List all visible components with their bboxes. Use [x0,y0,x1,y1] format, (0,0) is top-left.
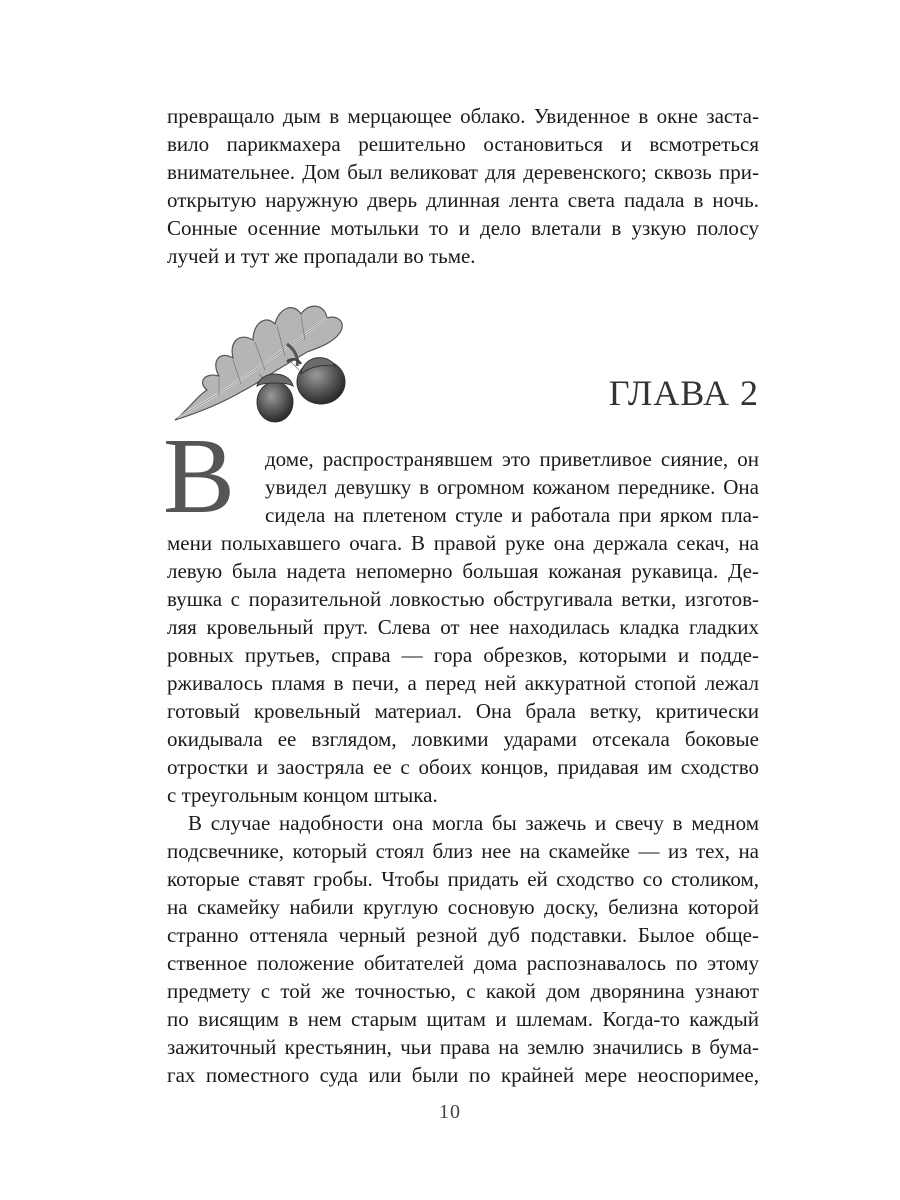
body-text-line: открытую наружную дверь длинная лента света падала в ночь. [167,188,759,212]
body-text-line: вушка с поразительной ловкостью обстругивала ветки, изготов- [167,587,759,611]
body-text-line: мени полыхавшего очага. В правой руке она держала секач, на [167,531,759,555]
body-text-line: которые ставят гробы. Чтобы придать ей сходство со столиком, [167,867,759,891]
body-text-line: по висящим в нем старым щитам и шлемам. Когда-то каждый [167,1007,759,1031]
body-text-line: внимательнее. Дом был великоват для деревенского; сквозь при- [167,160,759,184]
body-text-line: предмету с той же точностью, с какой дом дворянина узнают [167,979,759,1003]
body-text-line: доме, распространявшем это приветливое сияние, он [265,447,759,471]
body-text-line: подсвечнике, который стоял близ нее на скамейке — из тех, на [167,839,759,863]
oak-leaf-acorns-illustration [167,278,382,426]
body-text-line: вило парикмахера решительно остановиться и всмотреться [167,132,759,156]
body-text-line: лучей и тут же пропадали во тьме. [167,244,476,268]
chapter-title: ГЛАВА 2 [608,373,759,413]
body-text-line: готовый кровельный материал. Она брала ветку, критически [167,699,759,723]
page-number: 10 [439,1101,461,1123]
body-text-line: рживалось пламя в печи, а перед ней аккуратной стопой лежал [167,671,759,695]
body-text-line: ровных прутьев, справа — гора обрезков, которыми и подде- [167,643,759,667]
body-text-line: ственное положение обитателей дома распознавалось по этому [167,951,759,975]
body-text-line: гах поместного суда или были по крайней мере неоспоримее, [167,1063,759,1087]
body-text-line: ляя кровельный прут. Слева от нее находилась кладка гладких [167,615,759,639]
body-text-line: окидывала ее взглядом, ловкими ударами отсекала боковые [167,727,759,751]
body-text-line: сидела на плетеном стуле и работала при ярком пла- [265,503,759,527]
body-text-line: на скамейку набили круглую сосновую доску, белизна которой [167,895,759,919]
body-text-line: увидел девушку в огромном кожаном переднике. Она [265,475,759,499]
body-text-line: отростки и заостряла ее с обоих концов, придавая им сходство [167,755,759,779]
drop-cap: В [163,417,236,536]
body-text-line: Сонные осенние мотыльки то и дело влетали в узкую полосу [167,216,759,240]
body-text-line: левую была надета непомерно большая кожаная рукавица. Де- [167,559,759,583]
body-text-line: зажиточный крестьянин, чьи права на землю значились в бума- [167,1035,759,1059]
body-text-line: превращало дым в мерцающее облако. Увиденное в окне заста- [167,104,759,128]
body-text-line: с треугольным концом штыка. [167,783,438,807]
body-text-line: В случае надобности она могла бы зажечь и свечу в медном [188,811,759,835]
body-text-line: странно оттеняла черный резной дуб подставки. Былое обще- [167,923,759,947]
